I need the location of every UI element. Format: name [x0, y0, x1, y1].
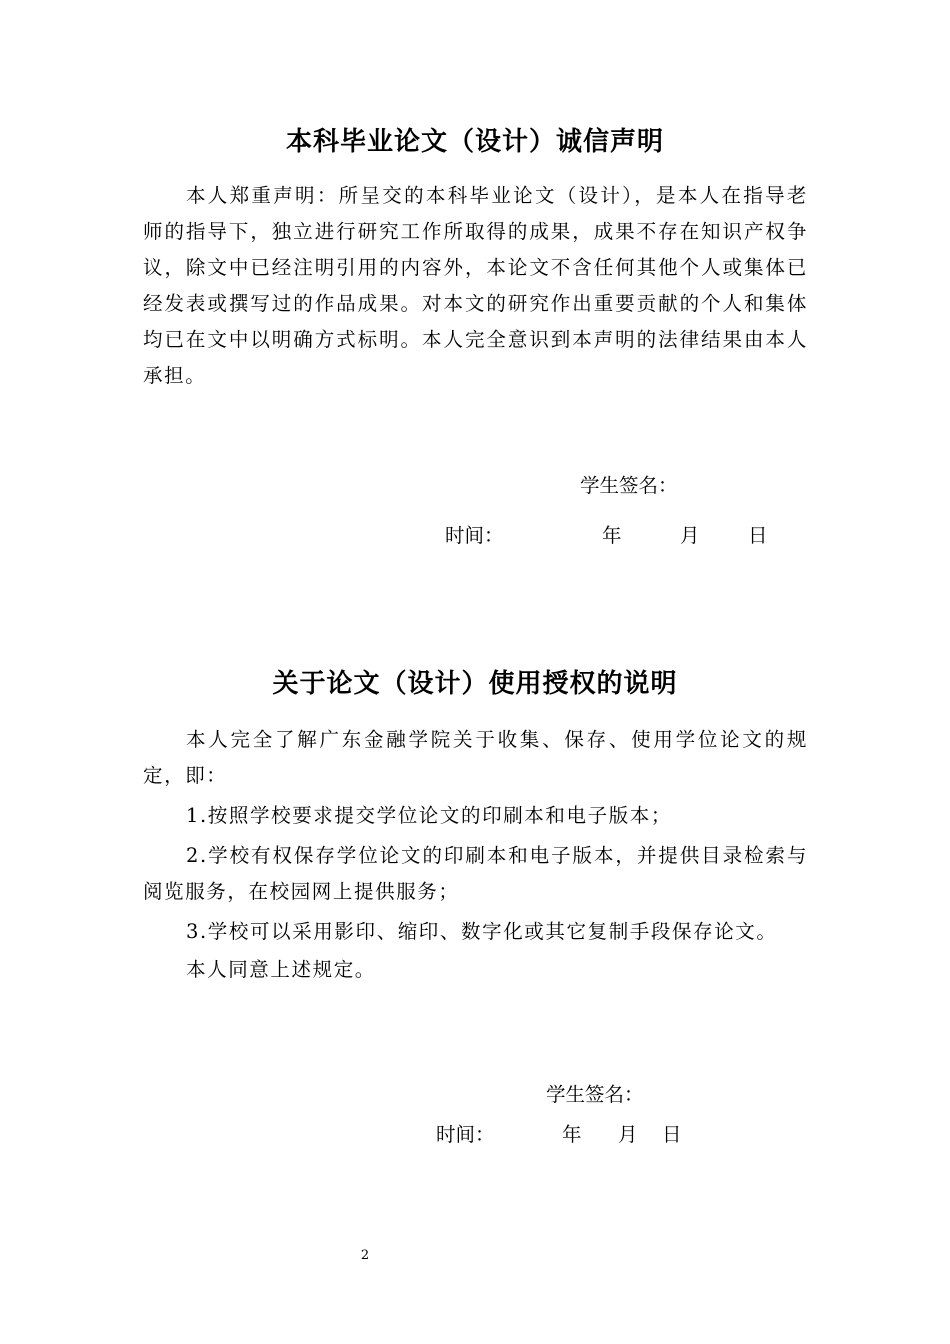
declaration-date-label: 时间： [445, 524, 504, 547]
authorization-item-1: 1.按照学校要求提交学位论文的印刷本和电子版本； [186, 804, 673, 827]
authorization-item-2: 2.学校有权保存学位论文的印刷本和电子版本，并提供目录检索与阅览服务，在校园网上提供服务； [143, 844, 808, 903]
declaration-day-label: 日 [748, 524, 768, 547]
authorization-agree: 本人同意上述规定。 [186, 958, 376, 981]
declaration-body: 本人郑重声明：所呈交的本科毕业论文（设计），是本人在指导老师的指导下，独立进行研究工作所取得的成果，成果不存在知识产权争议，除文中已经注明引用的内容外，本论文不含任何其他个人或集体已经发表或撰写过的作品成果。对本文的研究作出重要贡献的个人和集体均已在文中以明确方式标明。本人完全意识到本声明的法律结果由本人承担。 [143, 184, 808, 387]
page-number: 2 [360, 1248, 370, 1263]
declaration-signature-label: 学生签名： [580, 474, 678, 497]
declaration-title: 本科毕业论文（设计）诚信声明 [285, 127, 664, 157]
authorization-intro: 本人完全了解广东金融学院关于收集、保存、使用学位论文的规定，即： [143, 728, 808, 787]
authorization-year-label: 年 [562, 1123, 582, 1146]
authorization-month-label: 月 [618, 1123, 638, 1146]
declaration-year-label: 年 [602, 524, 622, 547]
declaration-month-label: 月 [680, 524, 700, 547]
authorization-item-3: 3.学校可以采用影印、缩印、数字化或其它复制手段保存论文。 [186, 920, 778, 943]
authorization-title: 关于论文（设计）使用授权的说明 [272, 669, 678, 699]
authorization-day-label: 日 [662, 1123, 682, 1146]
authorization-signature-label: 学生签名： [546, 1083, 644, 1106]
authorization-date-label: 时间： [436, 1123, 495, 1146]
